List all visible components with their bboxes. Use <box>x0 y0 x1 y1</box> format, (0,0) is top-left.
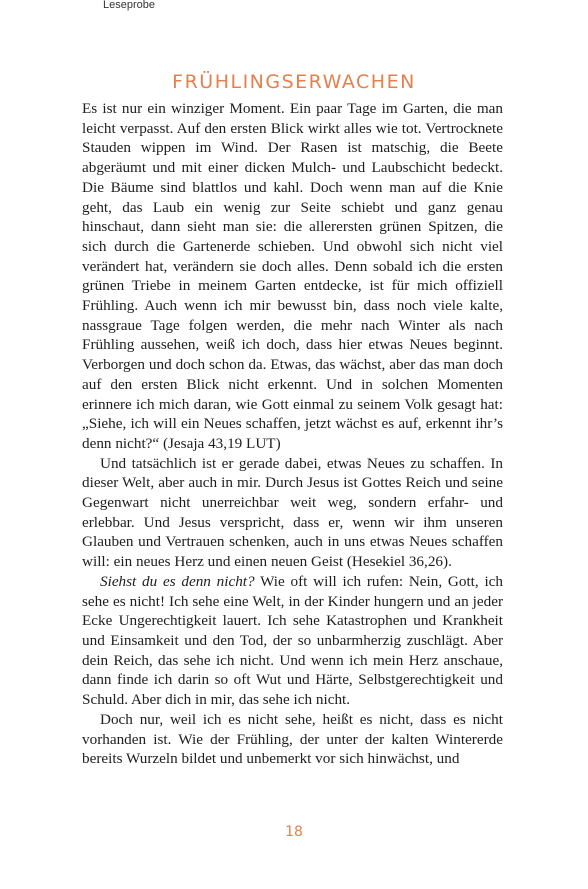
paragraph-4-text: Doch nur, weil ich es nicht sehe, heißt es nicht, dass es nicht vorhanden ist. Wie der Frühling, der unter der kalten Wintererde bereits Wurzeln bildet und unbemerkt vor sich hinwächst, und <box>82 710 503 768</box>
body-text <box>82 99 503 769</box>
paragraph-1-text: Es ist nur ein winziger Moment. Ein paar Tage im Garten, die man leicht verpasst. Auf den ersten Blick wirkt alles wie tot. Vertrocknete Stauden wippen im Wind. Der Rasen ist matschig, die Beete abgeräumt und mit einer dicken Mulch- und Laubschicht bedeckt. Die Bäume sind blattlos und kahl. Doch wenn man auf die Knie geht, das Laub ein wenig zur Seite schiebt und ganz genau hinschaut, dann sieht man sie: die allerersten grünen Spitzen, die sich durch die Gartenerde schieben. Und obwohl sich nicht viel verändert hat, verändern sie doch alles. Denn sobald ich die ersten grünen Triebe in meinem Garten entdecke, ist für mich offiziell Frühling. Auch wenn ich mir bewusst bin, dass noch viele kalte, nassgraue Tage folgen werden, die mehr nach Winter als nach Frühling aussehen, weiß ich doch, dass hier etwas Neues beginnt. Verborgen und doch schon da. Etwas, das wächst, aber das man doch auf den ersten Blick nicht erkennt. Und in solchen Momenten erinnere ich mich daran, wie Gott einmal zu seinem Volk gesagt hat: „Siehe, ich will ein Neues schaffen, jetzt wächst es auf, erkennt ihr’s denn nicht?“ (Jesaja 43,19 LUT) <box>82 100 503 452</box>
running-header: Leseprobe <box>103 0 155 11</box>
paragraph-2-text: Und tatsächlich ist er gerade dabei, etwas Neues zu schaffen. In dieser Welt, aber auch in mir. Durch Jesus ist Gottes Reich und seine Gegenwart nicht unerreichbar weit weg, sondern erfahr- und erlebbar. Und Jesus verspricht, dass er, wenn wir ihm unseren Glauben und Vertrauen schenken, auch in uns etwas Neues schaffen will: ein neues Herz und einen neuen Geist (Hesekiel 36,26). <box>82 454 503 571</box>
paragraph-2 <box>82 454 503 572</box>
page-number: 18 <box>285 824 303 840</box>
paragraph-3 <box>82 572 503 710</box>
paragraph-4 <box>82 710 503 769</box>
paragraph-1 <box>82 99 503 454</box>
paragraph-3-text: Wie oft will ich rufen: Nein, Gott, ich sehe es nicht! Ich sehe eine Welt, in der Kinder hungern und an jeder Ecke Ungerechtigkeit lauert. Ich sehe Katastrophen und Krankheit und Einsamkeit und den Tod, der so unbarmherzig zuschlägt. Aber dein Reich, das sehe ich nicht. Und wenn ich mein Herz anschaue, dann finde ich darin so oft Wut und Härte, Selbstgerechtigkeit und Schuld. Aber dich in mir, das sehe ich nicht. <box>82 572 503 709</box>
paragraph-3-italic-lead: Siehst du es denn nicht? <box>100 572 255 590</box>
chapter-title: FRÜHLINGSERWACHEN <box>172 70 416 93</box>
